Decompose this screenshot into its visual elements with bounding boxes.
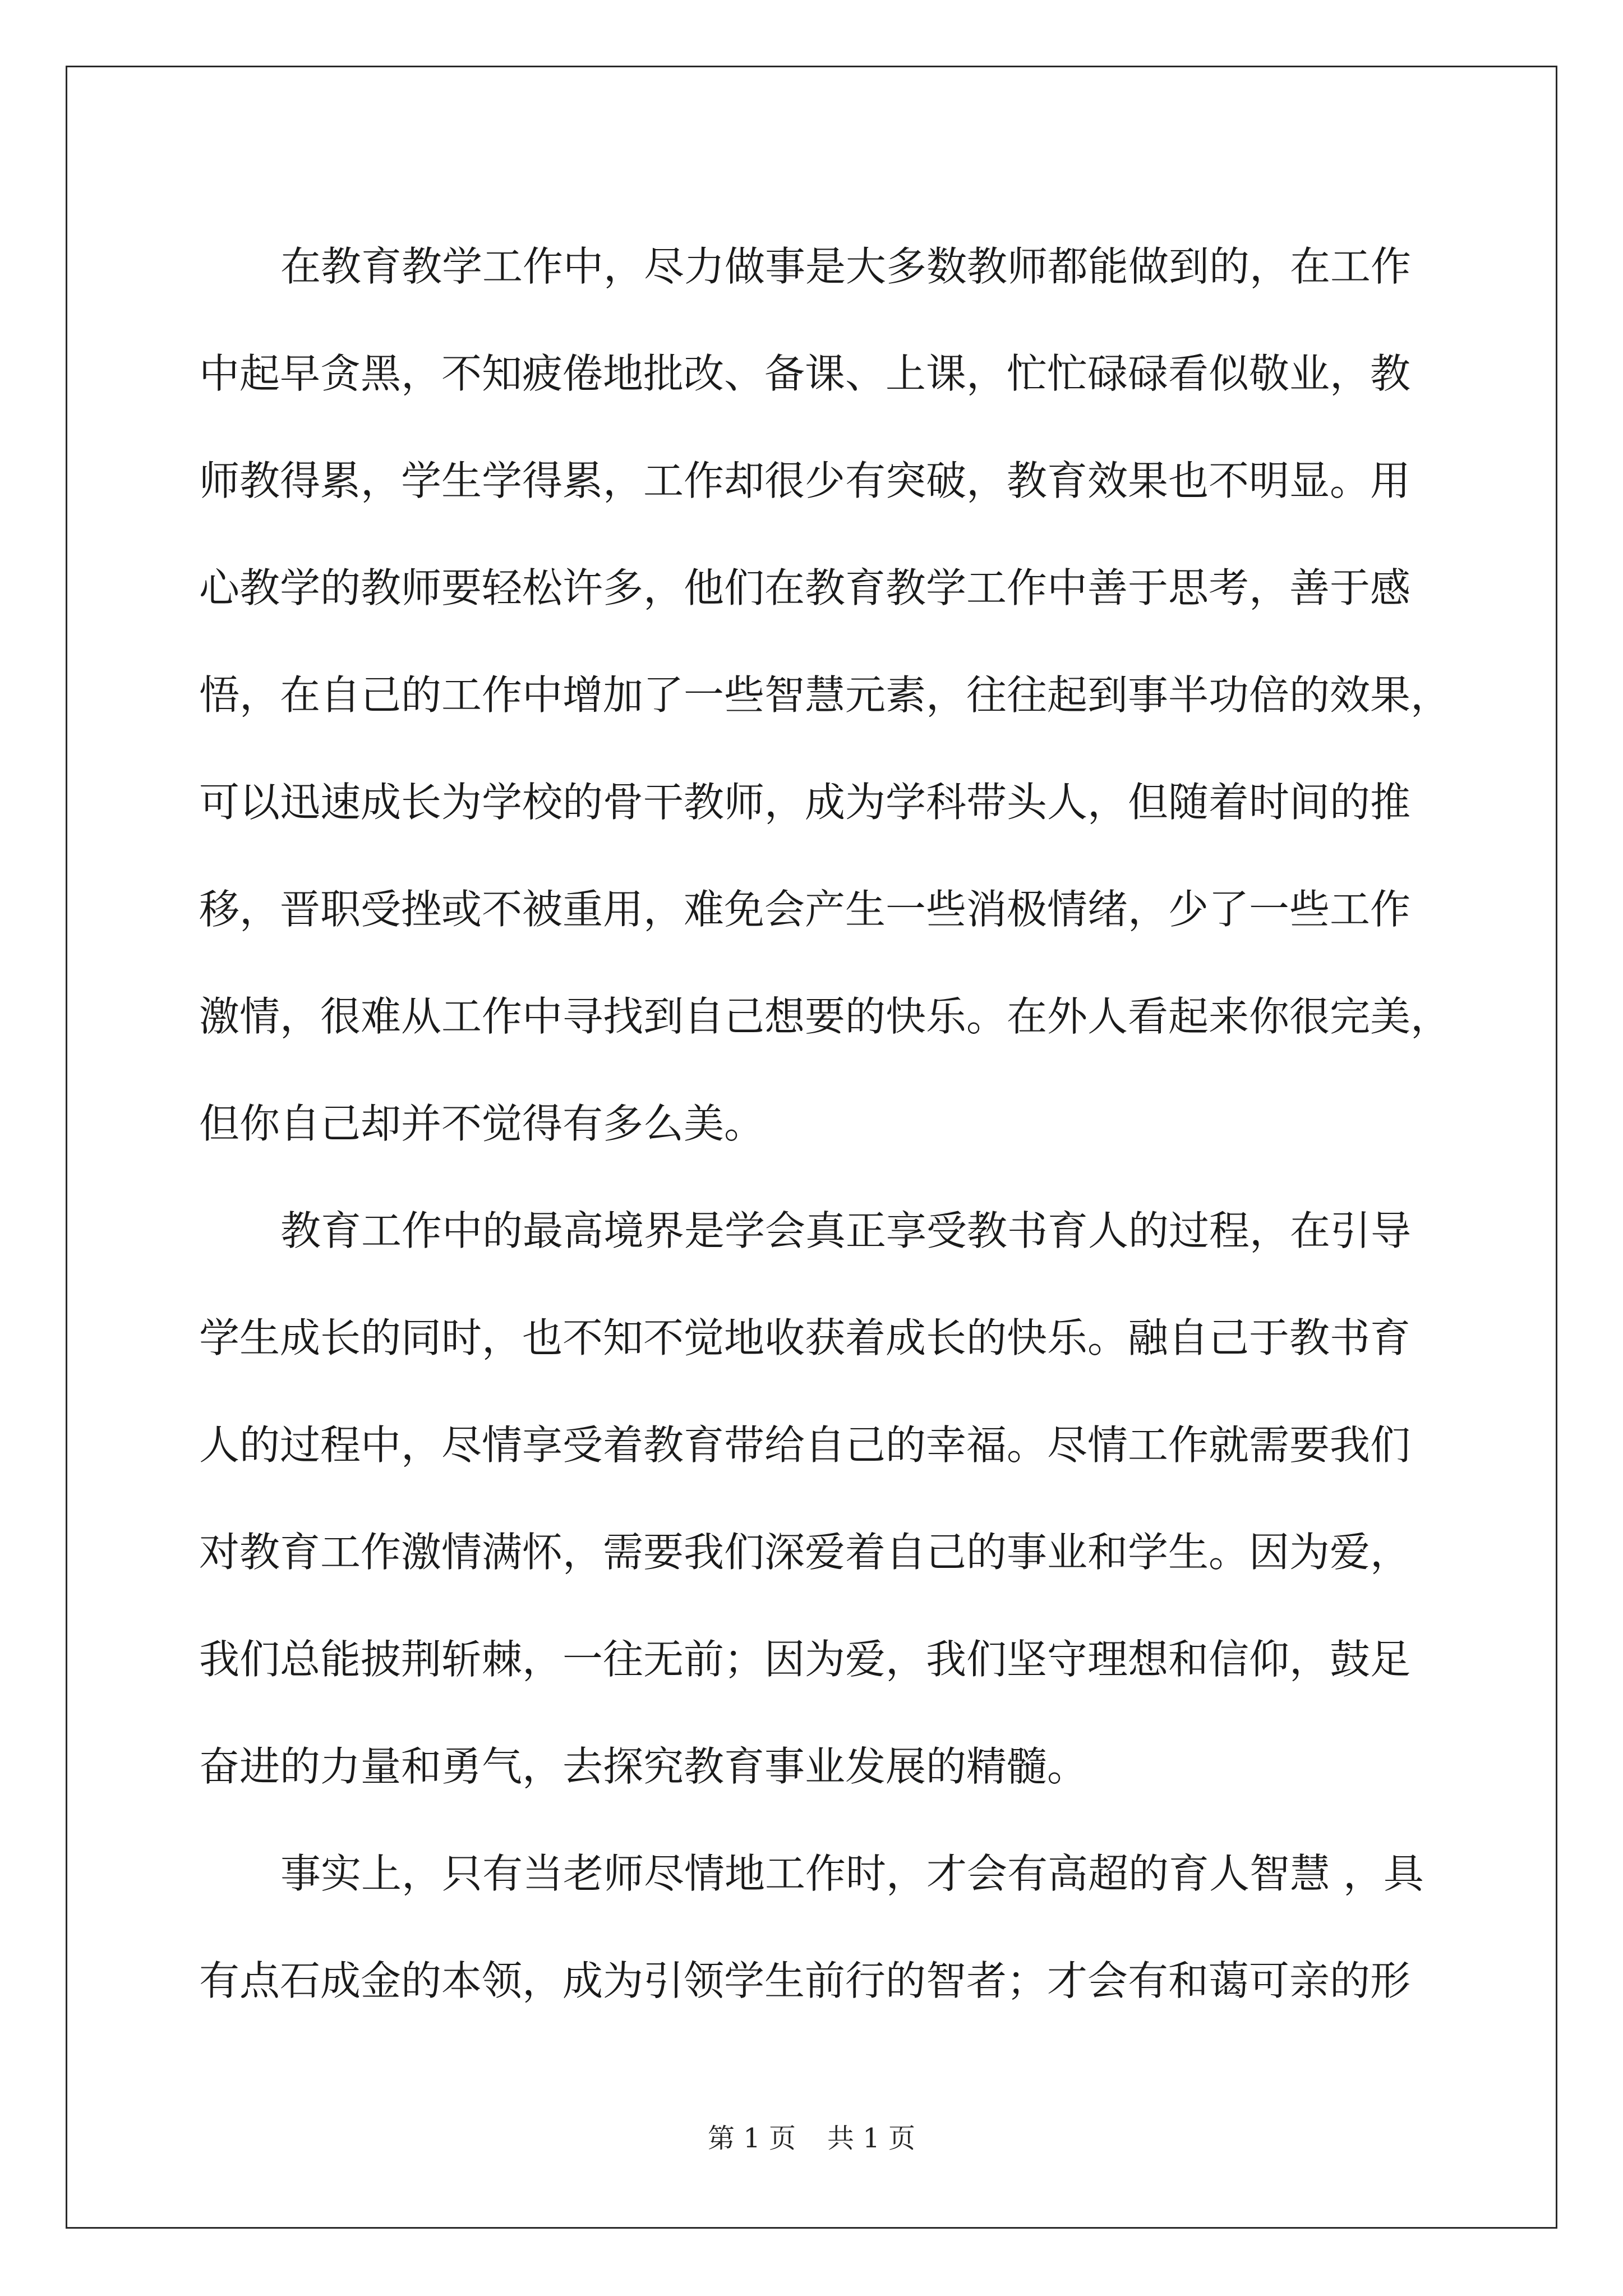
paragraph-1-line-8: 激情，很难从工作中寻找到自己想要的快乐。在外人看起来你很完美， bbox=[199, 993, 1451, 1040]
document-body bbox=[199, 213, 1461, 2035]
page-total: 共 1 页 bbox=[827, 2123, 916, 2154]
paragraph-1-line-2: 中起早贪黑，不知疲倦地批改、备课、上课，忙忙碌碌看似敬业，教 bbox=[199, 350, 1411, 397]
page-footer bbox=[0, 2122, 1623, 2155]
paragraph-1-line-3: 师教得累，学生学得累，工作却很少有突破，教育效果也不明显。用 bbox=[199, 457, 1411, 504]
paragraph-2-line-3: 人的过程中，尽情享受着教育带给自己的幸福。尽情工作就需要我们 bbox=[199, 1421, 1411, 1469]
paragraph-3-line-1: 事实上，只有当老师尽情地工作时，才会有高超的育人智慧 ，具 bbox=[280, 1850, 1424, 1897]
paragraph-1-line-5: 悟，在自己的工作中增加了一些智慧元素，往往起到事半功倍的效果， bbox=[199, 671, 1451, 719]
paragraph-1-line-7: 移，晋职受挫或不被重用，难免会产生一些消极情绪，少了一些工作 bbox=[199, 886, 1411, 933]
paragraph-2-line-2: 学生成长的同时，也不知不觉地收获着成长的快乐。融自己于教书育 bbox=[199, 1314, 1411, 1361]
page-number: 第 1 页 bbox=[707, 2123, 796, 2154]
paragraph-2-line-5: 我们总能披荆斩棘，一往无前；因为爱，我们坚守理想和信仰，鼓足 bbox=[199, 1636, 1411, 1683]
paragraph-3-line-2: 有点石成金的本领，成为引领学生前行的智者；才会有和蔼可亲的形 bbox=[199, 1957, 1411, 2004]
paragraph-1-line-9: 但你自己却并不觉得有多么美。 bbox=[199, 1100, 765, 1147]
paragraph-1-line-1: 在教育教学工作中，尽力做事是大多数教师都能做到的，在工作 bbox=[280, 243, 1412, 290]
paragraph-1-line-4: 心教学的教师要轻松许多，他们在教育教学工作中善于思考，善于感 bbox=[199, 564, 1411, 611]
paragraph-1-line-6: 可以迅速成长为学校的骨干教师，成为学科带头人，但随着时间的推 bbox=[199, 779, 1411, 826]
paragraph-2-line-6: 奋进的力量和勇气，去探究教育事业发展的精髓。 bbox=[199, 1743, 1088, 1790]
paragraph-2-line-1: 教育工作中的最高境界是学会真正享受教书育人的过程，在引导 bbox=[280, 1207, 1412, 1254]
paragraph-2-line-4: 对教育工作激情满怀，需要我们深爱着自己的事业和学生。因为爱， bbox=[199, 1529, 1411, 1576]
